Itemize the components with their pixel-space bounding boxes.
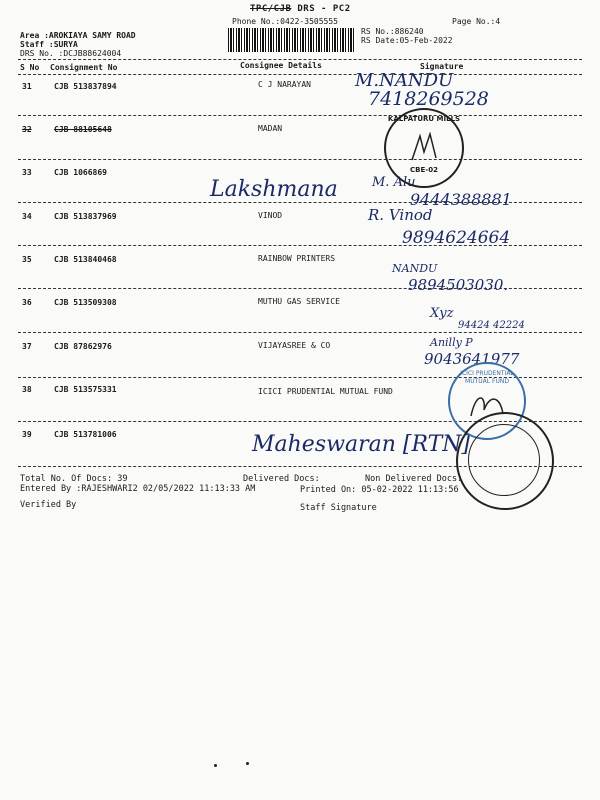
rs-date: RS Date:05-Feb-2022 [361, 36, 453, 45]
handwritten-name-31: M.NANDU [355, 70, 454, 91]
kalpaturu-mills-stamp [384, 108, 464, 188]
row-39-consignment: CJB 513781006 [54, 430, 117, 439]
row-33-consignment: CJB 1066869 [54, 168, 107, 177]
row-32-sno: 32 [22, 125, 32, 134]
total-docs: Total No. Of Docs: 39 [20, 474, 128, 484]
handwritten-name-33: Lakshmana [210, 177, 338, 202]
row-36-sno: 36 [22, 298, 32, 307]
area-label: Area :AROKIAYA SAMY ROAD [20, 31, 136, 40]
staff-signature: Staff Signature [300, 503, 377, 513]
row-32-consignment: CJB 88105648 [54, 125, 112, 134]
row-34-sno: 34 [22, 212, 32, 221]
kalpaturu-stamp-code: CBE-02 [410, 166, 438, 174]
header-divider [18, 59, 582, 60]
stamp-signature-scribble [410, 132, 438, 162]
circular-stamp-row-39 [456, 412, 554, 510]
row-37-consignee: VIJAYASREE & CO [258, 341, 331, 350]
row-divider [18, 332, 582, 333]
col-sno: S No [20, 63, 40, 72]
row-31-consignment: CJB 513837894 [54, 82, 117, 91]
scan-speck [246, 762, 249, 765]
row-34-consignment: CJB 513837969 [54, 212, 117, 221]
row-39-sno: 39 [22, 430, 32, 439]
row-divider [18, 115, 582, 116]
handwritten-sig-36: Xyz [430, 306, 454, 321]
verified-by: Verified By [20, 500, 77, 510]
handwritten-sig-37: Anilly P [430, 336, 473, 349]
row-31-consignee: C J NARAYAN [258, 80, 311, 89]
drs-number: DRS No. :DCJB88624004 [20, 49, 122, 58]
staff-label: Staff :SURYA [20, 40, 78, 49]
row-35-sno: 35 [22, 255, 32, 264]
col-consignee: Consignee Details [240, 61, 322, 70]
row-33-sno: 33 [22, 168, 32, 177]
rs-number: RS No.:886240 [361, 27, 424, 36]
printed-on: Printed On: 05-02-2022 11:13:56 [300, 485, 459, 495]
delivered-docs: Delivered Docs: [243, 474, 320, 484]
handwritten-phone-31: 7418269528 [368, 88, 489, 110]
column-divider [18, 74, 582, 75]
row-37-sno: 37 [22, 342, 32, 351]
document-title [250, 4, 351, 14]
handwritten-sig-39: Maheswaran [RTN] [252, 432, 471, 457]
circular-stamp-inner-ring [468, 424, 540, 496]
barcode [228, 28, 356, 52]
col-signature: Signature [420, 62, 464, 71]
row-37-consignment: CJB 87862976 [54, 342, 112, 351]
title-rest: DRS - PC2 [297, 4, 351, 14]
row-32-consignee: MADAN [258, 124, 283, 133]
icici-stamp-text: ICICI PRUDENTIAL MUTUAL FUND [460, 370, 514, 385]
handwritten-phone-35: 9894503030. [408, 276, 509, 294]
handwritten-phone-33: 9444388881 [410, 190, 512, 209]
row-36-consignee: MUTHU GAS SERVICE [258, 297, 340, 306]
entered-by: Entered By :RAJESHWARI2 02/05/2022 11:13:33 AM [20, 484, 256, 494]
title-struck: TPC/CJB [250, 4, 292, 14]
handwritten-sig-35: NANDU [392, 262, 438, 275]
scan-speck [214, 764, 217, 767]
row-38-sno: 38 [22, 385, 32, 394]
handwritten-sig-34: R. Vinod [368, 206, 433, 224]
row-35-consignment: CJB 513840468 [54, 255, 117, 264]
row-34-consignee: VINOD [258, 211, 283, 220]
kalpaturu-stamp-text: KALPATURU MILLS [387, 115, 461, 123]
row-38-consignee: ICICI PRUDENTIAL MUTUAL FUND [258, 387, 393, 396]
row-38-consignment: CJB 513575331 [54, 385, 117, 394]
row-36-consignment: CJB 513509308 [54, 298, 117, 307]
phone-number: Phone No.:0422-3505555 [232, 17, 338, 26]
handwritten-phone-37: 9043641977 [424, 350, 520, 368]
page-number: Page No.:4 [452, 17, 501, 26]
non-delivered-docs: Non Delivered Docs: [365, 474, 463, 484]
row-divider [18, 159, 582, 160]
row-35-consignee: RAINBOW PRINTERS [258, 254, 336, 263]
handwritten-phone-34: 9894624664 [402, 228, 511, 248]
handwritten-sig-33: M. Alu [372, 175, 416, 190]
col-consignment: Consignment No [50, 63, 118, 72]
handwritten-phone-36: 94424 42224 [458, 320, 525, 331]
row-31-sno: 31 [22, 82, 32, 91]
